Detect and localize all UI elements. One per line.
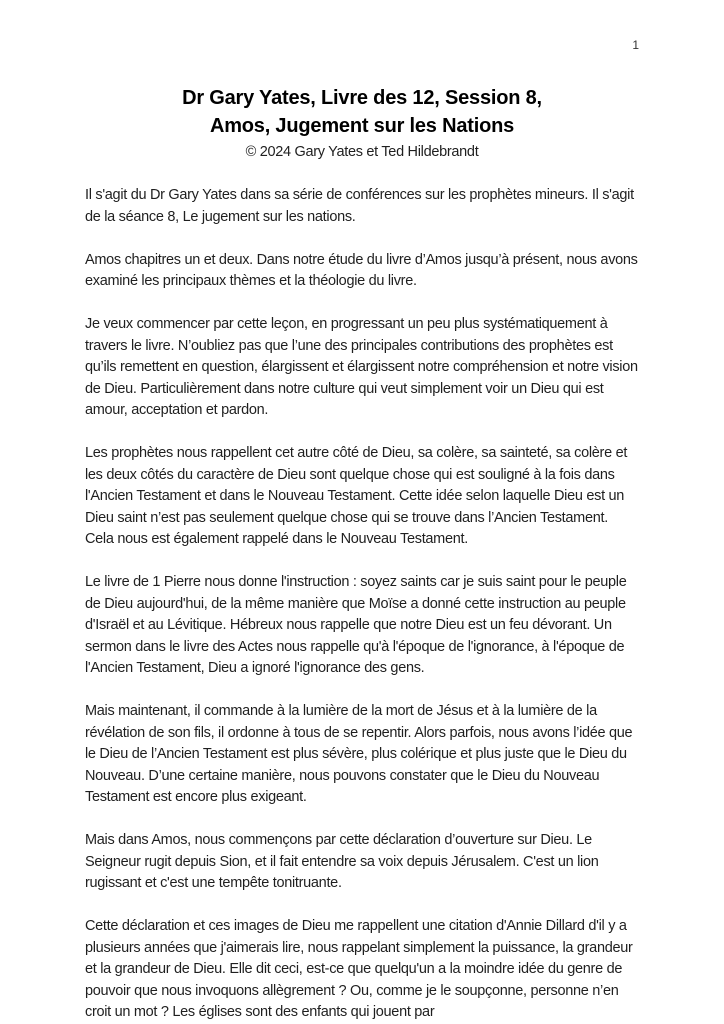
page-number: 1 xyxy=(632,38,639,52)
paragraph: Je veux commencer par cette leçon, en progressant un peu plus systématiquement à travers le livre. N’oubliez pas que l’une des principales contributions des prophètes est qu’ils remettent en question, élargissent et élargissent notre compréhension et notre vision de Dieu. Particulièrement dans notre culture qui veut simplement voir un Dieu qui est amour, acceptation et pardon. xyxy=(85,316,638,418)
paragraph: Les prophètes nous rappellent cet autre côté de Dieu, sa colère, sa sainteté, sa colère et les deux côtés du caractère de Dieu sont quelque chose qui est souligné à la fois dans l'Ancien Testament et dans le Nouveau Testament. Cette idée selon laquelle Dieu est un Dieu saint n’est pas seulement quelque chose qui se trouve dans l’Ancien Testament. Cela nous est également rappelé dans le Nouveau Testament. xyxy=(85,445,628,547)
document-title-line-1: Dr Gary Yates, Livre des 12, Session 8, xyxy=(182,87,542,109)
copyright-line: © 2024 Gary Yates et Ted Hildebrandt xyxy=(245,144,479,160)
document-title xyxy=(85,84,639,140)
paragraph: Mais maintenant, il commande à la lumière de la mort de Jésus et à la lumière de la révélation de son fils, il ordonne à tous de se repentir. Alors parfois, nous avons l’idée que le Dieu de l’Ancien Testament est plus sévère, plus colérique et plus juste que le Dieu du Nouveau. D’une certaine manière, nous pouvons constater que le Dieu du Nouveau Testament est encore plus exigeant. xyxy=(85,703,633,805)
paragraph: Mais dans Amos, nous commençons par cette déclaration d’ouverture sur Dieu. Le Seigneur rugit depuis Sion, et il fait entendre sa voix depuis Jérusalem. C'est un lion rugissant et c'est une tempête tonitruante. xyxy=(85,832,599,891)
document-title-line-2: Amos, Jugement sur les Nations xyxy=(209,115,515,137)
paragraph: Il s'agit du Dr Gary Yates dans sa série de conférences sur les prophètes mineurs. Il s'agit de la séance 8, Le jugement sur les nations. xyxy=(85,187,634,225)
paragraph: Cette déclaration et ces images de Dieu me rappellent une citation d'Annie Dillard d'il y a plusieurs années que j'aimerais lire, nous rappelant simplement la puissance, la grandeur et la grandeur de Dieu. Elle dit ceci, est-ce que quelqu'un a la moindre idée du genre de pouvoir que nous invoquons allègrement ? Ou, comme je le soupçonne, personne n’en croit un mot ? Les églises sont des enfants qui jouent par xyxy=(85,918,633,1020)
document-body xyxy=(85,185,639,1024)
paragraph: Amos chapitres un et deux. Dans notre étude du livre d’Amos jusqu’à présent, nous avons examiné les principaux thèmes et la théologie du livre. xyxy=(85,251,638,289)
paragraph: Le livre de 1 Pierre nous donne l'instruction : soyez saints car je suis saint pour le peuple de Dieu aujourd'hui, de la même manière que Moïse a donné cette instruction au peuple d'Israël et au Lévitique. Hébreux nous rappelle que notre Dieu est un feu dévorant. Un sermon dans le livre des Actes nous rappelle qu'à l'époque de l'ignorance, à l'époque de l'Ancien Testament, Dieu a ignoré l'ignorance des gens. xyxy=(85,574,627,676)
